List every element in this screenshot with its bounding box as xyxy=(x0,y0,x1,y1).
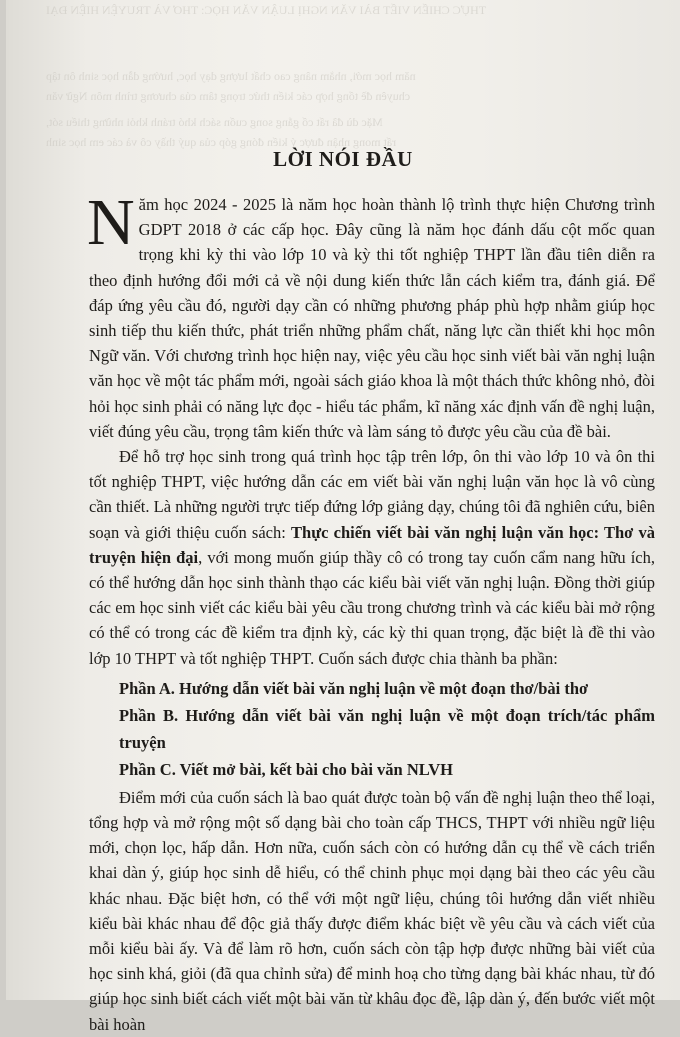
paragraph-intro xyxy=(87,186,655,444)
bleed-line: THỰC CHIẾN VIẾT BÀI VĂN NGHỊ LUẬN VĂN HỌC: THƠ VÀ TRUYỆN HIỆN ĐẠI xyxy=(46,3,487,17)
book-title: Thực chiến viết bài văn nghị luận văn học: Thơ và truyện hiện đại xyxy=(89,522,655,567)
bleed-line: Mặc dù đã rất cố gắng song cuốn sách khó tránh khỏi những thiếu sót, xyxy=(46,115,383,129)
dropcap-letter: N xyxy=(87,186,135,259)
bleed-line: rất mong nhận được ý kiến đóng góp của quý thầy cô và các em học sinh xyxy=(46,135,397,149)
bleed-line: năm học mới, nhằm nâng cao chất lượng dạy học, hướng dẫn học sinh ôn tập xyxy=(46,69,416,83)
page-title: LỜI NÓI ĐẦU xyxy=(273,147,413,171)
paragraph-highlights: Điểm mới của cuốn sách là bao quát được toàn bộ vấn đề nghị luận theo thể loại, tổng hợp và mở rộng một số dạng bài cho toàn cấp THCS, THPT với nhiều ngữ liệu mới, chọn lọc, hấp dẫn. Hơn nữa, cuốn sách còn có hướng dẫn cụ thể về cách triển khai dàn ý, giúp học sinh dễ hiểu, có thể chinh phục mọi dạng bài theo các yêu cầu khác nhau. Đặc biệt hơn, có thể với một ngữ liệu, chúng tôi hướng dẫn viết nhiều kiểu bài khác nhau để độc giả thấy được điểm khác biệt về yêu cầu và cách viết của mỗi kiểu bài ấy. Và để làm rõ hơn, cuốn sách còn tập hợp được những bài viết của học sinh khá, giỏi (đã qua chỉnh sửa) để minh hoạ cho từng dạng bài khác nhau, từ đó giúp học sinh biết cách viết một bài văn từ khâu đọc đề, lập dàn ý, đến bước viết một bài hoàn xyxy=(89,787,655,1034)
book-parts-list xyxy=(119,675,655,783)
part-b: Phần B. Hướng dẫn viết bài văn nghị luận về một đoạn trích/tác phẩm truyện xyxy=(119,705,655,752)
document-body xyxy=(87,186,655,1037)
bleed-line: chuyên đề tổng hợp các kiến thức trọng tâm của chương trình môn Ngữ văn xyxy=(46,89,411,103)
paragraph-text: , với mong muốn giúp thầy cô có trong tay cuốn cẩm nang hữu ích, có thể hướng dẫn học sinh thành thạo các kiểu bài viết văn nghị luận. Đồng thời giúp các em học sinh viết các kiểu bài yêu cầu trong chương trình và các kiểu bài mở rộng có thể có trong các đề kiểm tra định kỳ, các kỳ thi quan trọng, đặc biệt là đề thi vào lớp 10 THPT và tốt nghiệp THPT. Cuốn sách được chia thành ba phần: xyxy=(89,547,655,668)
paragraph-text: ăm học 2024 - 2025 là năm học hoàn thành lộ trình thực hiện Chương trình GDPT 2018 ở các cấp học. Đây cũng là năm học đánh dấu cột mốc quan trọng khi kỳ thi vào lớp 10 và kỳ thi tốt nghiệp THPT lần đầu tiên diễn ra theo định hướng đổi mới cả về nội dung kiến thức lẫn cách kiểm tra, đánh giá. Để đáp ứng yêu cầu đó, người dạy cần có những phương pháp phù hợp nhằm giúp học sinh tiếp thu kiến thức, phát triển những phẩm chất, năng lực cần thiết khi học môn Ngữ văn. Với chương trình học hiện nay, việc yêu cầu học sinh viết bài văn nghị luận văn học về một tác phẩm mới, ngoài sách giáo khoa là một thách thức không nhỏ, đòi hỏi học sinh phải có năng lực đọc - hiểu tác phẩm, kĩ năng xác định vấn đề nghị luận, viết đúng yêu cầu, trọng tâm kiến thức và làm sáng tỏ được yêu cầu của đề bài. xyxy=(89,195,655,441)
paragraph-text: Để hỗ trợ học sinh trong quá trình học tập trên lớp, ôn thi vào lớp 10 và ôn thi tốt nghiệp THPT, việc hướng dẫn các em viết bài văn nghị luận văn học là vô cùng cần thiết. Là những người trực tiếp đứng lớp giảng dạy, chúng tôi đã nghiên cứu, biên soạn và giới thiệu cuốn sách: xyxy=(89,447,655,542)
part-c: Phần C. Viết mở bài, kết bài cho bài văn NLVH xyxy=(119,759,453,779)
book-page xyxy=(6,0,680,1034)
bleed-through-text xyxy=(46,0,680,152)
part-a: Phần A. Hướng dẫn viết bài văn nghị luận về một đoạn thơ/bài thơ xyxy=(119,678,589,698)
paragraph-purpose xyxy=(89,444,655,671)
